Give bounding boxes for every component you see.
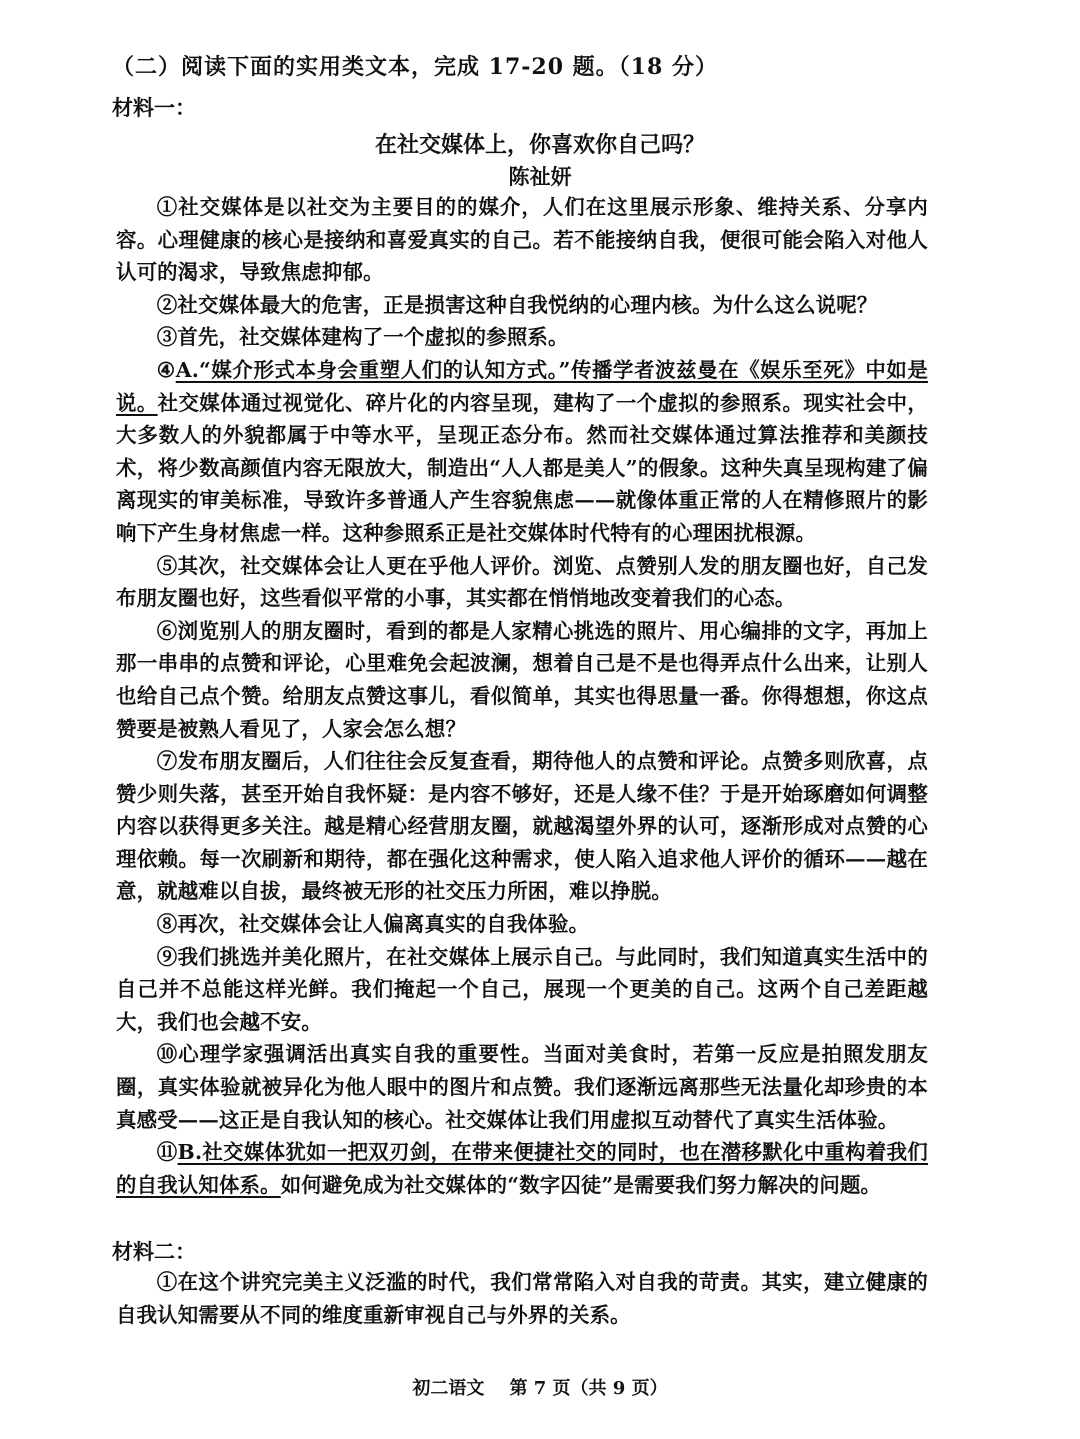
article-title: 在社交媒体上，你喜欢你自己吗？ (374, 132, 705, 158)
paragraph-9: ⑨我们挑选并美化照片，在社交媒体上展示自己。与此同时，我们知道真实生活中的自己并不总能这样光鲜。我们掩起一个自己，展现一个更美的自己。这两个自己差距越大，我们也会越不安。 (116, 944, 928, 1034)
material-one-label: 材料一： (112, 95, 196, 120)
section-heading: （二）阅读下面的实用类文本，完成 17-20 题。（18 分） (112, 54, 718, 80)
paragraph-4-rest: 社交媒体通过视觉化、碎片化的内容呈现，建构了一个虚拟的参照系。现实社会中，大多数人的外貌都属于中等水平，呈现正态分布。然而社交媒体通过算法推荐和美颜技术，将少数高颜值内容无限放大，制造出“人人都是美人”的假象。这种失真呈现构建了偏离现实的审美标准，导致许多普通人产生容貌焦虑——就像体重正常的人在精修照片的影响下产生身材焦虑一样。这种参照系正是社交媒体时代特有的心理困扰根源。 (116, 390, 928, 545)
paragraph-11-number: ⑪ (156, 1140, 178, 1165)
paragraph-8: ⑧再次，社交媒体会让人偏离真实的自我体验。 (156, 912, 590, 937)
material-one-body (116, 191, 928, 1201)
paragraph-6: ⑥浏览别人的朋友圈时，看到的都是人家精心挑选的照片、用心编排的文字，再加上那一串串的点赞和评论，心里难免会起波澜，想着自己是不是也得弄点什么出来，让别人也给自己点个赞。给朋友点赞这事儿，看似简单，其实也得思量一番。你得想想，你这点赞要是被熟人看见了，人家会怎么想？ (116, 618, 928, 741)
material-two-body (116, 1266, 928, 1331)
paragraph-1: ①社交媒体是以社交为主要目的的媒介，人们在这里展示形象、维持关系、分享内容。心理健康的核心是接纳和喜爱真实的自己。若不能接纳自我，便很可能会陷入对他人认可的渴求，导致焦虑抑郁。 (116, 195, 928, 285)
paragraph-11-rest: 如何避免成为社交媒体的“数字囚徒”是需要我们努力解决的问题。 (280, 1172, 882, 1197)
paragraph-7: ⑦发布朋友圈后，人们往往会反复查看，期待他人的点赞和评论。点赞多则欣喜，点赞少则失落，甚至开始自我怀疑：是内容不够好，还是人缘不佳？于是开始琢磨如何调整内容以获得更多关注。越是精心经营朋友圈，就越渴望外界的认可，逐渐形成对点赞的心理依赖。每一次刷新和期待，都在强化这种需求，使人陷入追求他人评价的循环——越在意，就越难以自拔，最终被无形的社交压力所困，难以挣脱。 (116, 749, 928, 904)
paragraph-4 (116, 354, 928, 550)
paragraph-5: ⑤其次，社交媒体会让人更在乎他人评价。浏览、点赞别人发的朋友圈也好，自己发布朋友圈也好，这些看似平常的小事，其实都在悄悄地改变着我们的心态。 (116, 553, 928, 611)
paragraph-2: ②社交媒体最大的危害，正是损害这种自我悦纳的心理内核。为什么这么说呢？ (156, 292, 878, 317)
material-two-label: 材料二： (112, 1239, 196, 1264)
paragraph-11 (116, 1136, 928, 1201)
underlined-sentence-b: B.社交媒体犹如一把双刃剑，在带来便捷社交的同时，也在潜移默化中重构着我们的自我认知体系。 (116, 1140, 929, 1197)
material-two-paragraph-1: ①在这个讲究完美主义泛滥的时代，我们常常陷入对自我的苛责。其实，建立健康的自我认知需要从不同的维度重新审视自己与外界的关系。 (116, 1270, 928, 1327)
paragraph-4-number: ④ (156, 357, 176, 382)
paragraph-3: ③首先，社交媒体建构了一个虚拟的参照系。 (156, 325, 569, 350)
paragraph-10: ⑩心理学家强调活出真实自我的重要性。当面对美食时，若第一反应是拍照发朋友圈，真实体验就被异化为他人眼中的图片和点赞。我们逐渐远离那些无法量化却珍贵的本真感受——这正是自我认知的核心。社交媒体让我们用虚拟互动替代了真实生活体验。 (116, 1042, 928, 1132)
underlined-sentence-a: A.“媒介形式本身会重塑人们的认知方式。”传播学者波兹曼在《娱乐至死》中如是说。 (116, 357, 928, 415)
page-footer: 初二语文 第 7 页（共 9 页） (412, 1378, 668, 1399)
article-author: 陈祉妍 (508, 164, 572, 189)
